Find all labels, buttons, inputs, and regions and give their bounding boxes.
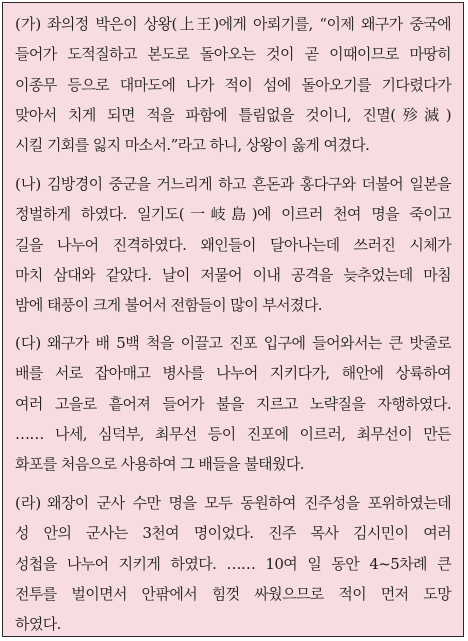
passage-line: 들어가 도적질하고 본도로 돌아오는 것이 곧 이때이므로 마땅히: [15, 45, 451, 64]
passage-line: 밤에 태풍이 크게 불어서 전함들이 많이 부서졌다.: [15, 296, 322, 315]
passage-line: 좌의정 박은이 상왕(上王)에게 아뢰기를, “이제 왜구가 중국에: [47, 15, 451, 33]
passage-line: 왜구가 배 5백 척을 이끌고 진포 입구에 들어와서는 큰 밧줄로: [47, 334, 451, 352]
passage-line: 여러 고을로 흩어져 들어가 불을 지르고 노략질을 자행하였다.: [15, 394, 451, 413]
passage-line: 성첩을 나누어 지키게 하였다. …… 10여 일 동안 4~5차례 큰: [15, 554, 451, 573]
passage-na: [15, 169, 451, 320]
passage-line: 김방경이 중군을 거느리게 하고 흔돈과 홍다구와 더불어 일본을: [47, 175, 451, 193]
passage-line: 전투를 벌이면서 안팎에서 힘껏 싸웠으므로 적이 먼저 도망: [15, 584, 451, 603]
passage-marker: (나): [15, 175, 42, 193]
passage-marker: (다): [15, 334, 42, 352]
passage-line: 화포를 처음으로 사용하여 그 배들을 불태웠다.: [15, 455, 304, 474]
passage-line: 성 안의 군사는 3천여 명이었다. 진주 목사 김시민이 여러: [15, 524, 451, 543]
passage-marker: (라): [15, 494, 42, 512]
passage-ra: [15, 488, 451, 639]
passage-line: 배를 서로 잡아매고 병사를 나누어 지키다가, 해안에 상륙하여: [15, 364, 451, 383]
passage-line: 시킬 기회를 잃지 마소서.”라고 하니, 상왕이 옳게 여겼다.: [15, 136, 370, 155]
passage-line: …… 나세, 심덕부, 최무선 등이 진포에 이르러, 최무선이 만든: [15, 424, 451, 443]
passage-marker: (가): [15, 15, 42, 33]
passage-box: [2, 2, 464, 637]
passage-line: 이종무 등으로 대마도에 나가 적이 섬에 돌아오기를 기다렸다가: [15, 75, 451, 94]
passage-line: 맞아서 치게 되면 적을 파함에 틀림없을 것이니, 진멸(殄滅): [15, 105, 451, 124]
passage-line: 하였다.: [15, 615, 61, 634]
passage-line: 마치 삼대와 같았다. 날이 저물어 이내 공격을 늦추었는데 마침: [15, 265, 451, 284]
passage-line: 왜장이 군사 수만 명을 모두 동원하여 진주성을 포위하였는데: [47, 494, 451, 512]
passage-line: 길을 나누어 진격하였다. 왜인들이 달아나는데 쓰러진 시체가: [15, 235, 451, 254]
passage-line: 정벌하게 하였다. 일기도(一岐島)에 이르러 천여 명을 죽이고: [15, 205, 451, 224]
passage-ga: [15, 9, 451, 160]
passage-da: [15, 328, 451, 479]
